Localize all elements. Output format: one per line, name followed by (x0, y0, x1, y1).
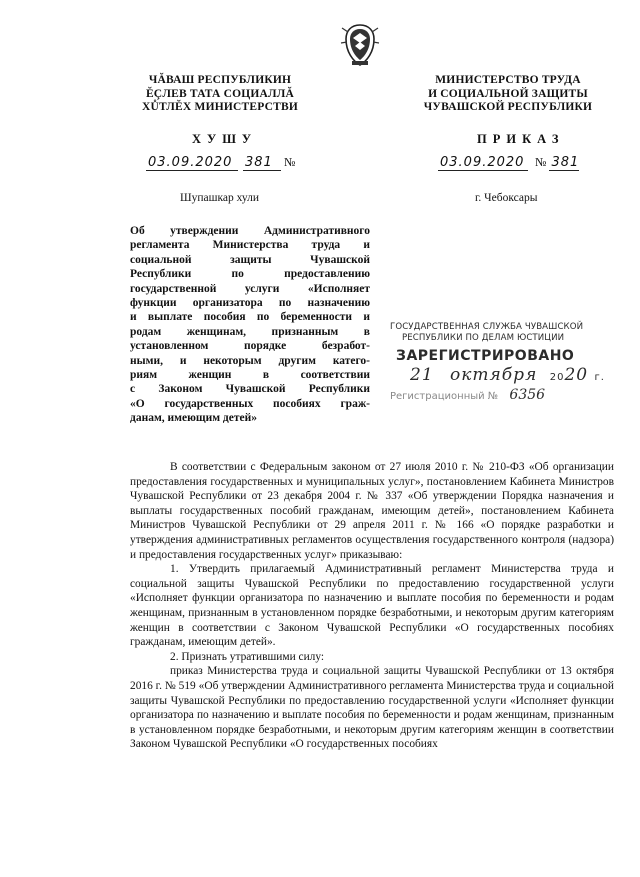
order-word-russian: ПРИКАЗ (477, 132, 565, 146)
header-left-line2: ĔÇЛЕВ ТАТА СОЦИАЛЛĂ (145, 87, 295, 100)
title-line: и выплате пособия по беременности и (130, 311, 370, 324)
header-right-line1: МИНИСТЕРСТВО ТРУДА (435, 74, 581, 86)
order-body (130, 460, 614, 752)
number-sign-left: № (284, 155, 296, 169)
number-sign-right: № (535, 155, 547, 169)
coat-of-arms-emblem (340, 22, 380, 68)
body-paragraph-item2: 2. Признать утратившими силу: (170, 650, 325, 663)
stamp-reg-line (390, 388, 616, 404)
title-line: родам женщинам, признанным в (130, 325, 370, 338)
stamp-year-unit: г. (594, 372, 605, 383)
title-line: данам, имеющим детей» (130, 412, 257, 425)
header-left-line3: ХŮТЛĔХ МИНИСТЕРСТВИ (141, 101, 299, 113)
title-line: установленном порядке безработ- (130, 340, 370, 353)
registration-stamp (390, 322, 616, 422)
header-right-line3: ЧУВАШСКОЙ РЕСПУБЛИКИ (423, 101, 593, 113)
ministry-name-russian (408, 74, 608, 115)
order-title (130, 224, 370, 426)
title-line: Республики по предоставлению (130, 268, 370, 281)
stamp-reg-label: Регистрационный № (390, 391, 499, 402)
header-left-line1: ЧĂВАШ РЕСПУБЛИКИН (148, 74, 292, 86)
title-line: Об утверждении Административного (130, 225, 370, 237)
title-line: регламента Министерства труда и (130, 239, 370, 252)
stamp-day: 21 (410, 365, 434, 385)
title-line: функции организатора по назначению (130, 297, 370, 310)
stamp-registered: ЗАРЕГИСТРИРОВАНО (396, 348, 575, 364)
stamp-line2: РЕСПУБЛИКИ ПО ДЕЛАМ ЮСТИЦИИ (402, 333, 565, 343)
title-line: ными, и некоторым другим катего- (130, 354, 370, 367)
number-left: 381 (243, 156, 281, 171)
header-right-line2: И СОЦИАЛЬНОЙ ЗАЩИТЫ (428, 87, 588, 100)
stamp-year-suffix: 20 (564, 365, 589, 385)
order-word-chuvash: ХУШУ (192, 132, 258, 146)
city-russian: г. Чебоксары (475, 192, 538, 204)
stamp-reg-number: 6356 (509, 387, 546, 403)
date-number-line-left (146, 155, 295, 171)
title-line: с Законом Чувашской Республики (130, 383, 370, 396)
stamp-line1: ГОСУДАРСТВЕННАЯ СЛУЖБА ЧУВАШСКОЙ (390, 322, 584, 332)
date-left: 03.09.2020 (146, 156, 238, 171)
stamp-year-prefix: 20 (549, 372, 565, 383)
date-number-line-right (438, 155, 579, 171)
body-paragraph-item1: 1. Утвердить прилагаемый Административный регламент Министерства труда и социальной защиты Чувашской Республики по предоставлению государственной услуги «Исполняет функции организатора по назначению и выплате пособия по беременности и родам женщинам, признанным в установленном порядке безработными, и некоторым другим категориям женщин в соответствии с Законом Чувашской Республики «О государственных пособиях гражданам, имеющим детей». (130, 563, 614, 649)
date-right: 03.09.2020 (438, 156, 528, 171)
city-chuvash: Шупашкар хули (180, 192, 260, 204)
body-paragraph-repealed: приказ Министерства труда и социальной защиты Чувашской Республики от 13 октября 2016 г. № 519 «Об утверждении Административного регламента Министерства труда и социальной защиты Чувашской Республики по предоставлению государственной услуги «Исполняет функции организатора по назначению и выплате пособия по беременности и родам женщинам, признанным в установленном порядке безработными, и некоторым другим категориям женщин в соответствии Законом Чувашской Республики «О государственных пособиях (130, 665, 614, 751)
body-paragraph-preamble: В соответствии с Федеральным законом от 27 июля 2010 г. № 210-ФЗ «Об организации предоставления государственных и муниципальных услуг», постановлением Кабинета Министров Чувашской Республики от 23 декабря 2004 г. № 337 «Об утверждении Порядка назначения и выплаты государственных пособий гражданам, имеющим детей», постановлением Кабинета Министров Чувашской Республики от 29 апреля 2011 г. № 166 «О порядке разработки и утверждения административных регламентов осуществления государственного контроля (надзора) и предоставления государственных услуг» приказываю: (130, 461, 614, 561)
title-line: «О государственных пособиях граж- (130, 397, 370, 410)
title-line: государственной услуги «Исполняет (130, 282, 370, 295)
ministry-name-chuvash (120, 74, 320, 115)
title-line: социальной защиты Чувашской (130, 253, 370, 266)
title-line: риям женщин в соответствии (130, 369, 370, 382)
stamp-date (390, 365, 616, 388)
stamp-month: октября (450, 365, 538, 385)
number-right: 381 (551, 155, 580, 170)
